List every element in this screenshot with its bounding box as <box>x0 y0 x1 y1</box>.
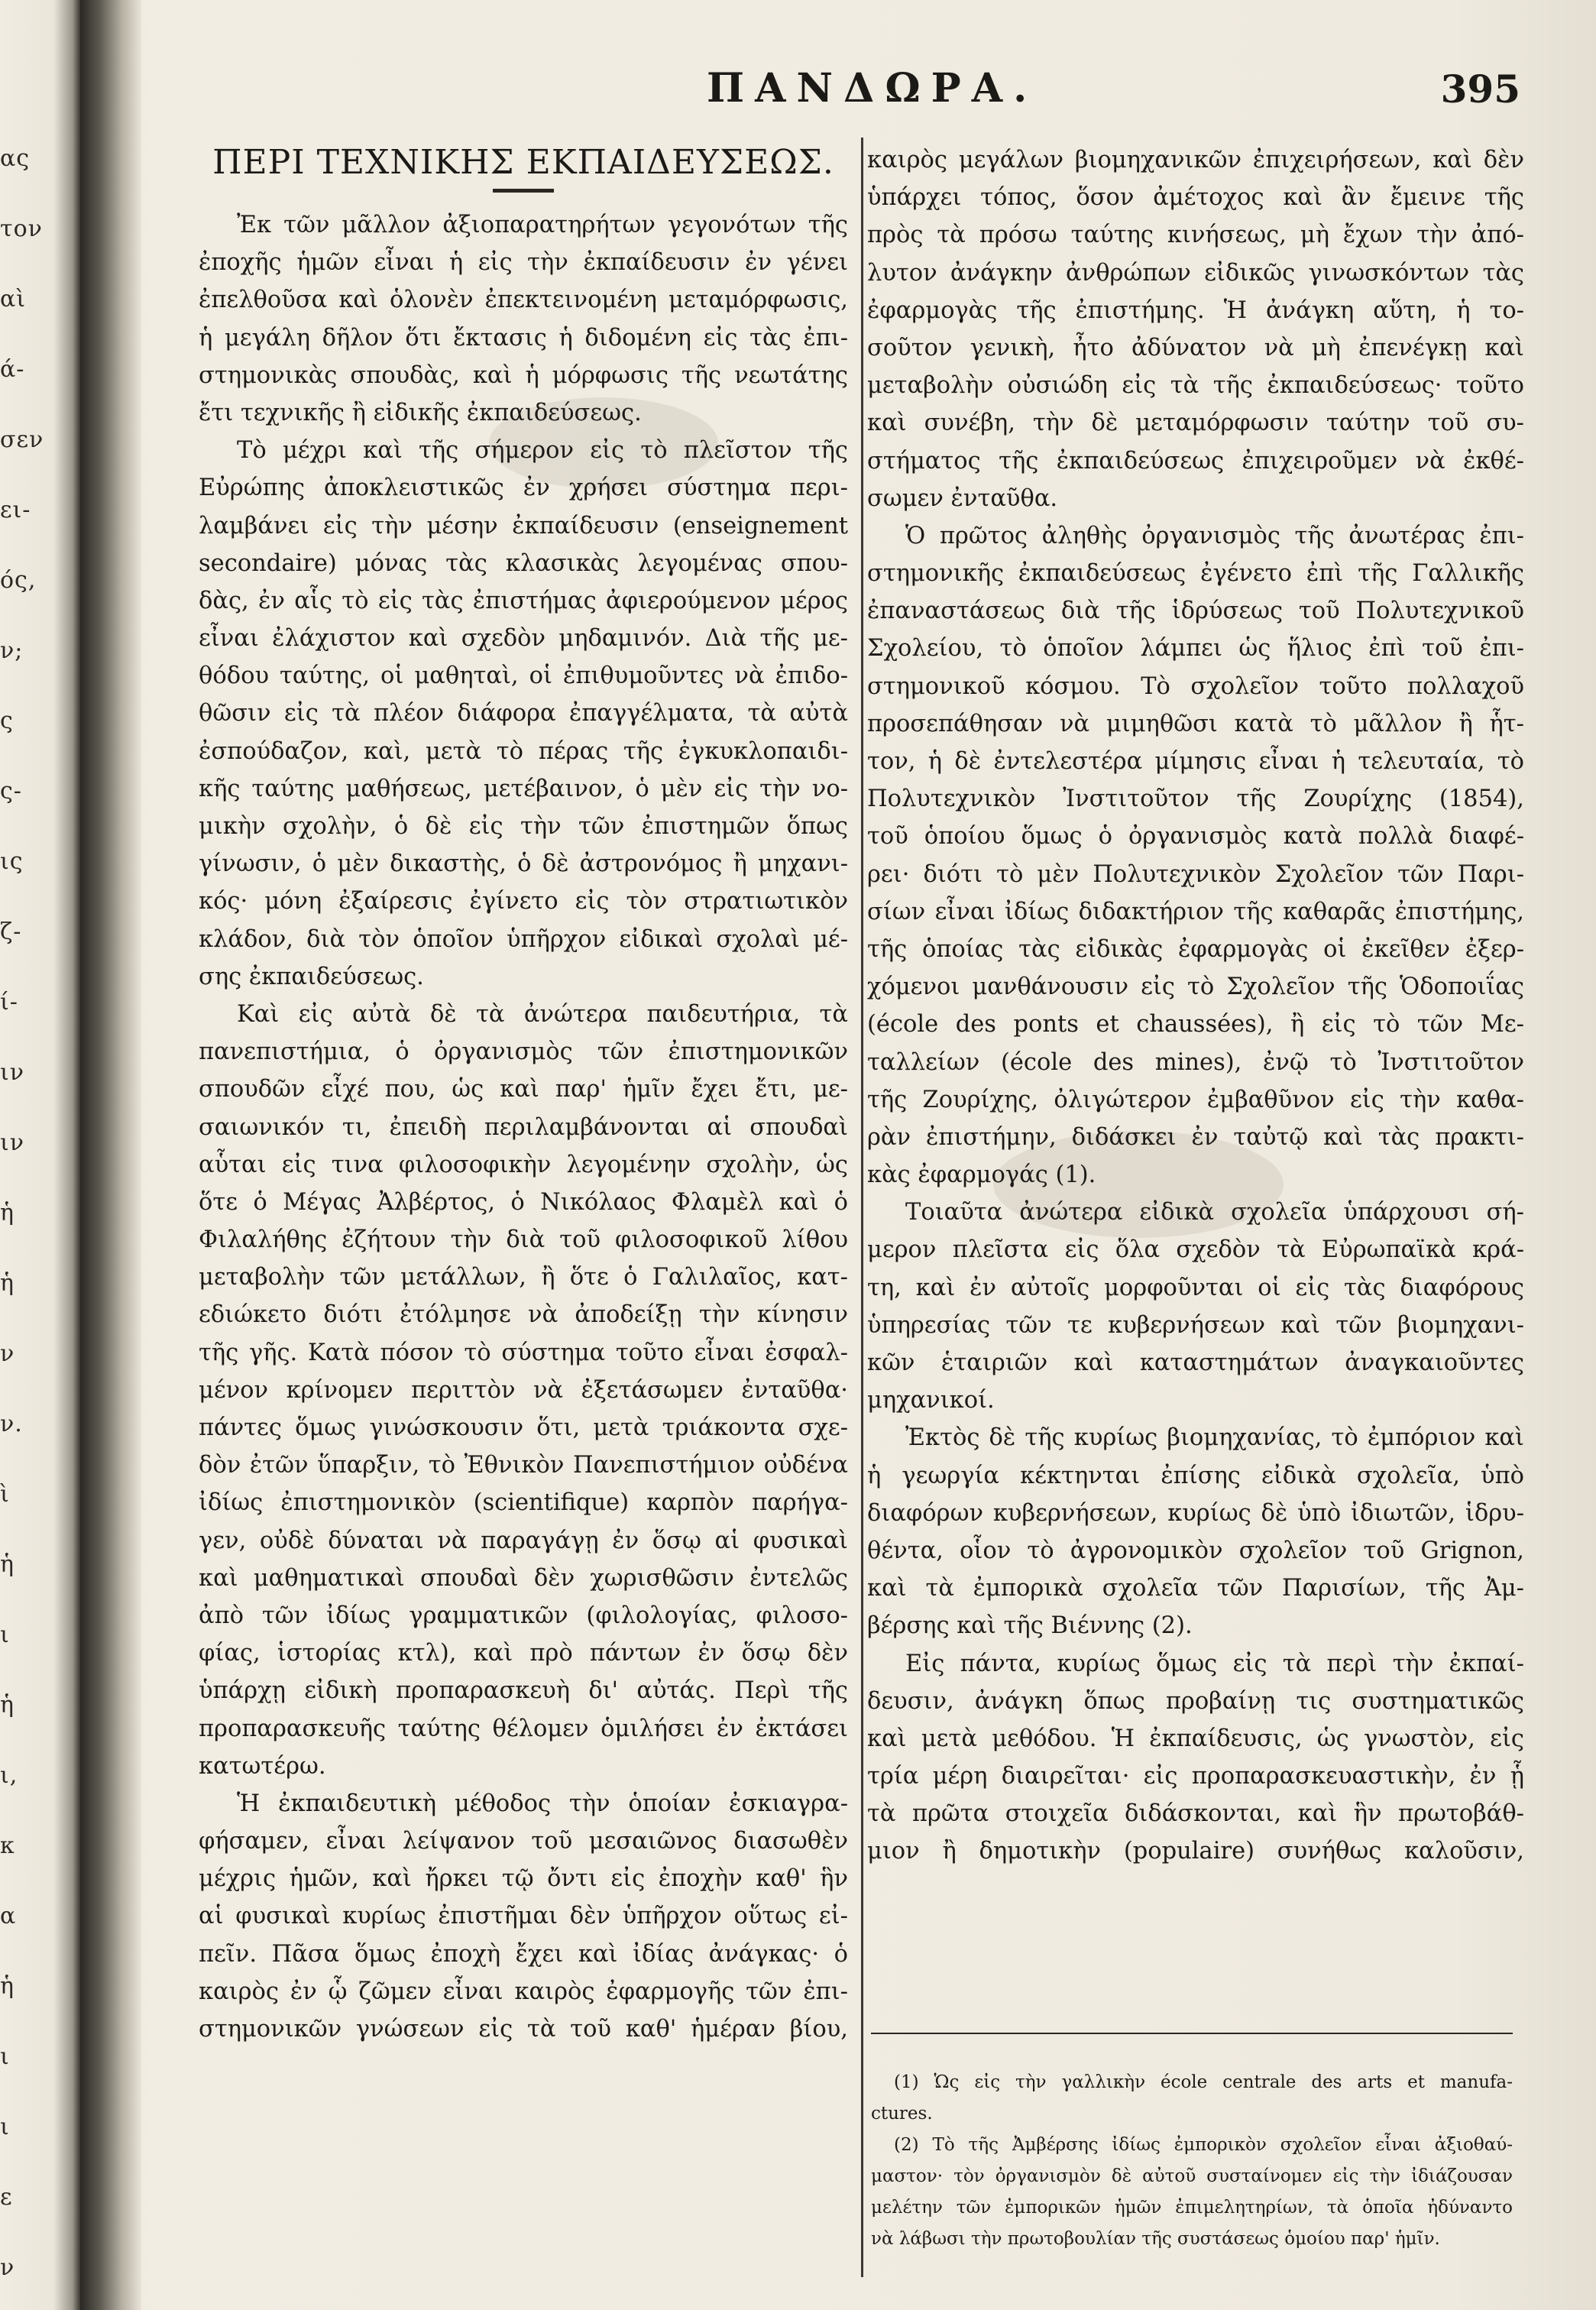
text-line: ταλλείων (école des mines), ἐνῷ τὸ Ἰνστιτοῦτον <box>867 1048 1524 1076</box>
previous-page-fragment: ε <box>0 2184 13 2211</box>
text-line: θέντα, οἷον τὸ ἀγρονομικὸν σχολεῖον τοῦ Grignon, <box>867 1537 1524 1564</box>
text-line: Πολυτεχνικὸν Ἰνστιτοῦτον τῆς Ζουρίχης (1854), <box>867 786 1524 813</box>
previous-page-fragment: ζ- <box>0 918 22 945</box>
text-line: μένον κρίνομεν περιττὸν νὰ ἐξετάσωμεν ἐνταῦθα· <box>199 1376 848 1404</box>
text-line: καὶ συνέβη, τὴν δὲ μεταμόρφωσιν ταύτην τοῦ συ- <box>867 410 1524 437</box>
footnote-line: (2) Τὸ τῆς Ἀμβέρσης ἰδίως ἐμπορικὸν σχολεῖον εἶναι ἀξιοθαύ- <box>894 2135 1513 2155</box>
text-line: κός· μόνη ἐξαίρεσις ἐγίνετο εἰς τὸν στρατιωτικὸν <box>199 888 848 915</box>
previous-page-fragment: τον <box>0 215 43 242</box>
text-line: ἔτι τεχνικῆς ἢ εἰδικῆς ἐκπαιδεύσεως. <box>199 399 642 426</box>
text-line: ὑπάρχει τόπος, ὅσον ἀμέτοχος καὶ ἂν ἔμεινε τῆς <box>867 184 1524 212</box>
text-line: πεῖν. Πᾶσα ὅμως ἐποχὴ ἔχει καὶ ἰδίας ἀνάγκας· ὁ <box>199 1940 848 1968</box>
text-line: κλάδον, διὰ τὸν ὁποῖον ὑπῆρχον εἰδικαὶ σχολαὶ μέ- <box>199 925 848 953</box>
text-line: εἶναι ἐλάχιστον καὶ σχεδὸν μηδαμινόν. Διὰ τῆς με- <box>199 625 848 653</box>
previous-page-fragment: ι <box>0 2114 10 2140</box>
text-line: Τὸ μέχρι καὶ τῆς σήμερον εἰς τὸ πλεῖστον τῆς <box>237 437 848 465</box>
running-title: ΠΑΝΔΩΡΑ. <box>707 65 1038 112</box>
text-line: ἡ γεωργία κέκτηνται ἐπίσης εἰδικὰ σχολεῖα, ὑπὸ <box>867 1462 1524 1489</box>
text-line: Φιλαλήθης ἐζήτουν τὴν διὰ τοῦ φιλοσοφικοῦ λίθου <box>199 1226 848 1254</box>
text-line: καιρὸς ἐν ᾧ ζῶμεν εἶναι καιρὸς ἐφαρμογῆς τῶν ἐπι- <box>199 1978 848 2005</box>
previous-page-fragment: αὶ <box>0 286 27 313</box>
left-column <box>199 141 848 2048</box>
text-line: δευσιν, ἀνάγκη ὅπως προβαίνῃ τις συστηματικῶς <box>867 1687 1524 1715</box>
text-line: βέρσης καὶ τῆς Βιέννης (2). <box>867 1612 1193 1640</box>
text-line: ἐποχῆς ἡμῶν εἶναι ἡ εἰς τὴν ἐκπαίδευσιν ἐν γένει <box>199 249 848 277</box>
text-line: μέχρις ἡμῶν, καὶ ἤρκει τῷ ὄντι εἰς ἐποχὴν καθ' ἣν <box>199 1865 848 1893</box>
text-line: δὸν ἐτῶν ὕπαρξιν, τὸ Ἐθνικὸν Πανεπιστήμιον οὐδένα <box>199 1452 848 1479</box>
previous-page-fragment: ν <box>0 1340 15 1367</box>
previous-page-fragment: ν; <box>0 637 24 664</box>
text-line: ρὰν ἐπιστήμην, διδάσκει ἐν ταὐτῷ καὶ τὰς πρακτι- <box>867 1123 1524 1151</box>
text-line: Ἐκτὸς δὲ τῆς κυρίως βιομηχανίας, τὸ ἐμπόριον καὶ <box>905 1424 1524 1452</box>
previous-page-fragment: κ <box>0 1832 15 1859</box>
previous-page-fragment: ός, <box>0 567 37 594</box>
previous-page-edge <box>0 0 80 2310</box>
text-line: θόδου ταύτης, οἱ μαθηταὶ, οἱ ἐπιθυμοῦντες νὰ ἐπιδο- <box>199 663 848 690</box>
footnote-line: νὰ λάβωσι τὴν πρωτοβουλίαν τῆς συστάσεως ὁμοίου παρ' ἡμῖν. <box>871 2229 1440 2249</box>
book-gutter <box>80 0 141 2310</box>
text-line: κῶν ἑταιριῶν καὶ καταστημάτων ἀναγκαιοῦντες <box>867 1349 1524 1376</box>
text-line: Εἰς πάντα, κυρίως ὅμως εἰς τὰ περὶ τὴν ἐκπαί- <box>905 1650 1524 1677</box>
previous-page-fragment: ας <box>0 145 31 172</box>
text-line: ὑπάρχῃ εἰδικὴ προπαρασκευὴ δι' αὐτάς. Περὶ τῆς <box>199 1677 848 1705</box>
text-line: τῆς ὁποίας τὰς εἰδικὰς ἐφαρμογὰς οἱ ἐκεῖθεν ἐξερ- <box>867 935 1524 963</box>
text-line: κὰς ἐφαρμογάς (1). <box>867 1161 1096 1189</box>
text-line: ὅτε ὁ Μέγας Ἀλβέρτος, ὁ Νικόλαος Φλαμὲλ καὶ ὁ <box>199 1188 848 1216</box>
text-line: secondaire) μόνας τὰς κλασικὰς λεγομένας σπου- <box>199 549 848 577</box>
text-line: λαμβάνει εἰς τὴν μέσην ἐκπαίδευσιν (enseignement <box>199 512 848 539</box>
text-line: σπουδῶν εἶχέ που, ὡς καὶ παρ' ἡμῖν ἔχει ἔτι, με- <box>199 1076 848 1103</box>
previous-page-fragment: ει- <box>0 497 31 523</box>
text-line: ὑπηρεσίας τῶν τε κυβερνήσεων καὶ τῶν βιομηχανι- <box>867 1311 1524 1339</box>
text-line: σίων εἶναι ἰδίως διδακτήριον τῆς καθαρᾶς ἐπιστήμης, <box>867 898 1524 925</box>
text-line: τὰ πρῶτα στοιχεῖα διδάσκονται, καὶ ἣν πρωτοβάθ- <box>867 1800 1524 1828</box>
footnotes <box>871 2067 1513 2255</box>
text-line: θῶσιν εἰς τὰ πλέον διάφορα ἐπαγγέλματα, τὰ αὐτὰ <box>199 700 848 727</box>
text-line: πάντες ὅμως γινώσκουσιν ὅτι, μετὰ τριάκοντα σχε- <box>199 1414 848 1441</box>
footnote-line: μαστον· τὸν ὀργανισμὸν δὲ αὐτοῦ συσταίνομεν εἰς τὴν ἰδιάζουσαν <box>871 2166 1513 2186</box>
text-line: λυτον ἀνάγκην ἀνθρώπων εἰδικῶς γινωσκόντων τὰς <box>867 259 1524 287</box>
text-line: μεταβολὴν τῶν μετάλλων, ἢ ὅτε ὁ Γαλιλαῖος, κατ- <box>199 1264 848 1291</box>
text-line: ἀπὸ τῶν ἰδίως γραμματικῶν (φιλολογίας, φιλοσο- <box>199 1602 848 1629</box>
text-line: αἱ φυσικαὶ κυρίως ἐπιστῆμαι δὲν ὑπῆρχον οὕτως εἰ- <box>199 1903 848 1930</box>
previous-page-fragment: ἡ <box>0 1200 15 1226</box>
column-divider <box>861 138 863 2277</box>
left-column-text <box>199 206 848 2048</box>
text-line: στημονικοῦ κόσμου. Τὸ σχολεῖον τοῦτο πολλαχοῦ <box>867 672 1524 700</box>
previous-page-fragment: ιν <box>0 1129 24 1156</box>
footnote-line: (1) Ὡς εἰς τὴν γαλλικὴν école centrale des arts et manufa- <box>894 2072 1513 2092</box>
text-line: τρία μέρη διαιρεῖται· εἰς προπαρασκευαστικὴν, ἐν ᾗ <box>867 1763 1524 1790</box>
previous-page-fragment: ς- <box>0 778 22 805</box>
text-line: ἐφαρμογὰς τῆς ἐπιστήμης. Ἡ ἀνάγκη αὕτη, ἡ το- <box>867 296 1524 324</box>
text-line: φίας, ἱστορίας κτλ), καὶ πρὸ πάντων ἐν ὅσῳ δὲν <box>199 1640 848 1667</box>
previous-page-fragment: ἡ <box>0 1270 15 1297</box>
text-line: καὶ μαθηματικαὶ σπουδαὶ δὲν χωρισθῶσιν ἐντελῶς <box>199 1564 848 1592</box>
text-line: προπαρασκευῆς ταύτης θέλομεν ὁμιλήσει ἐν ἐκτάσει <box>199 1715 848 1742</box>
text-line: μερον πλεῖστα εἰς ὅλα σχεδὸν τὰ Εὐρωπαϊκὰ κρά- <box>867 1236 1524 1264</box>
text-line: ρει· διότι τὸ μὲν Πολυτεχνικὸν Σχολεῖον τῶν Παρι- <box>867 860 1524 888</box>
text-line: Ἡ ἐκπαιδευτικὴ μέθοδος τὴν ὁποίαν ἐσκιαγρα- <box>237 1790 848 1817</box>
text-line: Ὁ πρῶτος ἀληθὴς ὀργανισμὸς τῆς ἀνωτέρας ἐπι- <box>905 522 1524 549</box>
text-line: πανεπιστήμια, ὁ ὀργανισμὸς τῶν ἐπιστημονικῶν <box>199 1038 848 1066</box>
text-line: κατωτέρω. <box>199 1752 326 1780</box>
text-line: σοῦτον γενικὴ, ἦτο ἀδύνατον νὰ μὴ ἐπενέγκῃ καὶ <box>867 334 1524 361</box>
text-line: φήσαμεν, εἶναι λείψανον τοῦ μεσαιῶνος διασωθὲν <box>199 1828 848 1855</box>
right-column-text <box>867 141 1524 1871</box>
footnote-line: ctures. <box>871 2104 933 2124</box>
text-line: μεταβολὴν οὐσιώδη εἰς τὰ τῆς ἐκπαιδεύσεως· τοῦτο <box>867 372 1524 400</box>
text-line: σωμεν ἐνταῦθα. <box>867 484 1058 512</box>
text-line: Εὐρώπης ἀποκλειστικῶς ἐν χρήσει σύστημα περι- <box>199 475 848 502</box>
text-line: μηχανικοί. <box>867 1387 995 1414</box>
text-line: προσεπάθησαν νὰ μιμηθῶσι κατὰ τὸ μᾶλλον ἢ ἧτ- <box>867 710 1524 737</box>
previous-page-fragment: ις <box>0 848 24 875</box>
text-line: μικὴν σχολὴν, ὁ δὲ εἰς τὴν τῶν ἐπιστημῶν ὅπως <box>199 813 848 840</box>
text-line: καὶ μετὰ μεθόδου. Ἡ ἐκπαίδευσις, ὡς γνωστὸν, εἰς <box>867 1725 1524 1752</box>
text-line: Καὶ εἰς αὐτὰ δὲ τὰ ἀνώτερα παιδευτήρια, τὰ <box>237 1000 848 1028</box>
text-line: καὶ τὰ ἐμπορικὰ σχολεῖα τῶν Παρισίων, τῆς Ἀμ- <box>867 1575 1524 1602</box>
previous-page-fragment: ν. <box>0 1411 23 1437</box>
text-line: στημονικῆς ἐκπαιδεύσεως ἐγένετο ἐπὶ τῆς Γαλλικῆς <box>867 560 1524 588</box>
previous-page-fragment: ς <box>0 708 14 734</box>
text-line: σης ἐκπαιδεύσεως. <box>199 963 424 990</box>
title-rule <box>493 189 554 193</box>
text-line: αὗται εἰς τινα φιλοσοφικὴν λεγομένην σχολὴν, ὡς <box>199 1151 848 1178</box>
text-line: ἐσπούδαζον, καὶ, μετὰ τὸ πέρας τῆς ἐγκυκλοπαιδι- <box>199 737 848 765</box>
text-line: πρὸς τὰ πρόσω ταύτης κινήσεως, μὴ ἔχων τὴν ἀπό- <box>867 222 1524 249</box>
right-column <box>867 141 1524 1871</box>
previous-page-fragment: ι, <box>0 1762 18 1789</box>
text-line: Ἐκ τῶν μᾶλλον ἀξιοπαρατηρήτων γεγονότων τῆς <box>237 212 848 238</box>
article-title: ΠΕΡΙ ΤΕΧΝΙΚΗΣ ΕΚΠΑΙΔΕΥΣΕΩΣ. <box>212 143 834 182</box>
previous-page-fragment: ν <box>0 2254 15 2281</box>
previous-page-fragment: ιν <box>0 1059 24 1086</box>
text-line: κῆς ταύτης μαθήσεως, μετέβαινον, ὁ μὲν εἰς τὴν νο- <box>199 775 848 802</box>
previous-page-fragment: ὶ <box>0 1481 10 1508</box>
page-header <box>145 65 1520 126</box>
text-line: σαιωνικόν τι, ἐπειδὴ περιλαμβάνονται αἱ σπουδαὶ <box>199 1113 848 1141</box>
previous-page-fragment: σεν <box>0 426 44 453</box>
text-line: στημονικὰς σπουδὰς, καὶ ἡ μόρφωσις τῆς νεωτάτης <box>199 361 848 389</box>
previous-page-fragment: ἡ <box>0 1692 15 1719</box>
page-number: 395 <box>1440 66 1520 112</box>
text-line: Σχολείου, τὸ ὁποῖον λάμπει ὡς ἥλιος ἐπὶ τοῦ ἐπι- <box>867 635 1524 663</box>
text-line: ἐπελθοῦσα καὶ ὁλονὲν ἐπεκτεινομένη μεταμόρφωσις, <box>199 287 848 314</box>
text-line: εδιώκετο διότι ἐτόλμησε νὰ ἀποδείξῃ τὴν κίνησιν <box>199 1301 848 1329</box>
previous-page-fragment: ά- <box>0 356 25 383</box>
footnote-line: μελέτην τῶν ἐμπορικῶν ἡμῶν ἐπιμελητηρίων, τὰ ὁποῖα ἠδύναντο <box>871 2198 1513 2218</box>
previous-page-fragment: α <box>0 1903 17 1929</box>
text-line: τῆς γῆς. Κατὰ πόσον τὸ σύστημα τοῦτο εἶναι ἐσφαλ- <box>199 1339 848 1366</box>
text-line: καιρὸς μεγάλων βιομηχανικῶν ἐπιχειρήσεων, καὶ δὲν <box>867 147 1524 173</box>
text-line: χόμενοι μανθάνουσιν εἰς τὸ Σχολεῖον τῆς Ὁδοποιΐας <box>867 974 1524 1001</box>
text-line: δὰς, ἐν αἷς τὸ εἰς τὰς ἐπιστήμας ἀφιερούμενον μέρος <box>199 587 848 614</box>
text-line: στημονικῶν γνώσεων εἰς τὰ τοῦ καθ' ἡμέραν βίου, <box>199 2016 848 2043</box>
text-line: τον, ἡ δὲ ἐντελεστέρα μίμησις εἶναι ἡ τελευταία, τὸ <box>867 748 1524 775</box>
text-line: διαφόρων κυβερνήσεων, κυρίως δὲ ὑπὸ ἰδιωτῶν, ἱδρυ- <box>867 1499 1524 1527</box>
text-line: ἰδίως ἐπιστημονικὸν (scientifique) καρπὸν παρήγα- <box>199 1489 848 1517</box>
footnote-rule <box>871 2033 1513 2034</box>
text-line: μιον ἢ δημοτικὴν (populaire) συνήθως καλοῦσιν, <box>867 1838 1524 1865</box>
text-line: τοῦ ὁποίου ὅμως ὁ ὀργανισμὸς κατὰ πολλὰ διαφέ- <box>867 823 1524 850</box>
previous-page-fragment: ἡ <box>0 1551 15 1578</box>
previous-page-fragment: ἡ <box>0 1973 15 2000</box>
text-line: τῆς Ζουρίχης, ὀλιγώτερον ἐμβαθῦνον εἰς τὴν καθα- <box>867 1086 1524 1113</box>
text-line: ἡ μεγάλη δῆλον ὅτι ἔκτασις ἡ διδομένη εἰς τὰς ἐπι- <box>199 324 848 352</box>
text-line: στήματος τῆς ἐκπαιδεύσεως ἐπιχειροῦμεν νὰ ἐκθέ- <box>867 447 1524 475</box>
text-line: ἐπαναστάσεως διὰ τῆς ἱδρύσεως τοῦ Πολυτεχνικοῦ <box>867 598 1524 625</box>
text-line: τη, καὶ ἐν αὐτοῖς μορφοῦνται οἱ εἰς τὰς διαφόρους <box>867 1274 1524 1301</box>
text-line: γεν, οὐδὲ δύναται νὰ παραγάγῃ ἐν ὅσῳ αἱ φυσικαὶ <box>199 1527 848 1554</box>
text-line: γίνωσιν, ὁ μὲν δικαστὴς, ὁ δὲ ἀστρονόμος ἢ μηχανι- <box>199 850 848 878</box>
previous-page-fragment: ί- <box>0 989 18 1016</box>
text-line: Τοιαῦτα ἀνώτερα εἰδικὰ σχολεῖα ὑπάρχουσι σή- <box>905 1199 1524 1226</box>
previous-page-fragment: ι <box>0 1622 10 1648</box>
previous-page-fragment: ι <box>0 2043 10 2070</box>
text-line: (école des ponts et chaussées), ἢ εἰς τὸ τῶν Με- <box>867 1011 1524 1038</box>
